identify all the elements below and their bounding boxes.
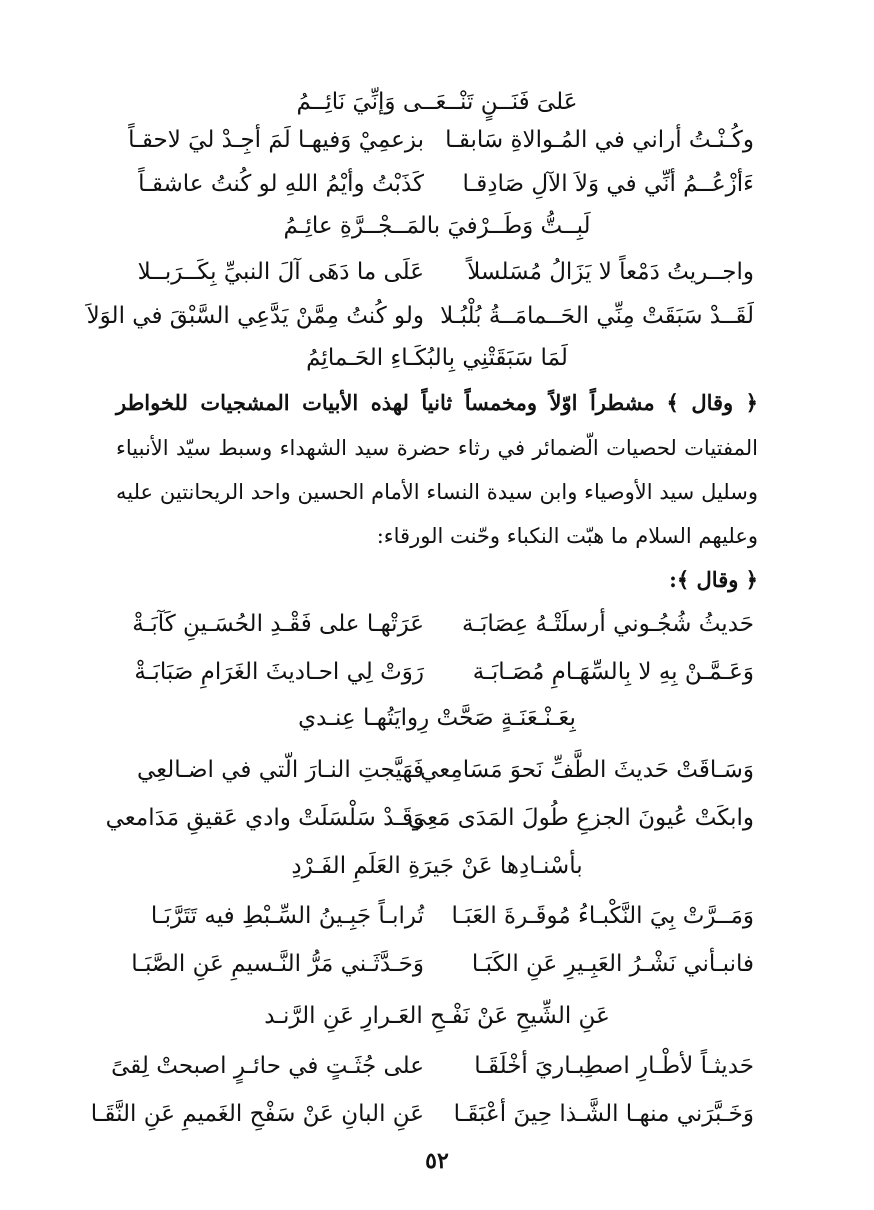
verse-8-second-hemistich: عَرَتْهـا على فَقْـدِ الحُسَـينِ كَآبَـةْ <box>132 611 424 637</box>
verse-6-first-hemistich: لَقَــدْ سَبَقَتْ مِنِّي الحَــمامَــةُ بُلْبُـلا <box>440 303 754 329</box>
poem-line-16: عَنِ الشِّيحِ عَنْ نَفْـحِ العَـرارِ عَنِ الرَّنـد <box>264 1003 610 1029</box>
verse-8-first-hemistich: حَديثُ شُجُـوني أرسلَتْـهُ عِصَابَـة <box>461 611 754 637</box>
page-number: ٥٢ <box>425 1148 449 1174</box>
prose-line-2: المفتيات لحصيات الّضمائر في رثاء حضرة سيد الشهداء وسبط سيّد الأنبياء <box>116 436 758 460</box>
verse-18-first-hemistich: وَخَـبَّرَني منهـا الشَّـذا حِينَ أعْبَقَـا <box>453 1101 754 1127</box>
verse-18-second-hemistich: عَنِ البانِ عَنْ سَفْحِ الغَميمِ عَنِ النَّقَـا <box>90 1101 424 1127</box>
verse-11-second-hemistich: فَهَيَّجتِ النـارَ الّتي في اضـالعِي <box>136 757 424 783</box>
poem-line-10: بِعَـنْـعَنَـةٍ صَحَّتْ رِوايَتُهـا عِنـدي <box>298 705 576 731</box>
verse-17-first-hemistich: حَديثـاً لأطْـارِ اصطِبـاريَ أخْلَقَـا <box>474 1053 754 1079</box>
verse-15-second-hemistich: وَحَـدَّثَـني مَرُّ النَّـسيمِ عَنِ الصَّبَـا <box>131 951 424 977</box>
poem-line-13: بأسْنـادِها عَنْ جَيرَةِ العَلَمِ الفَـرْدِ <box>291 853 583 879</box>
verse-14-second-hemistich: تُرابـاً جَبِـينُ السِّـبْطِ فيه تَتَرَّبَـا <box>150 903 424 929</box>
prose-line-1 <box>116 385 758 421</box>
section-marker: ﴿ وقال ﴾ <box>666 390 758 415</box>
verse-3-first-hemistich: ءَأزْعُــمُ أنِّي في وَلاَ الآلِ صَادِقـا <box>462 171 754 197</box>
verse-14-first-hemistich: وَمَــرَّتْ بِيَ النَّكْبـاءُ مُوقَـرةَ العَبَـا <box>451 903 754 929</box>
verse-5-second-hemistich: عَلَى ما دَهَى آلَ النبيِّ بِكَــرَبــلا <box>137 259 424 285</box>
poem-line-4: لَبِــتُّ وَطَــرْفيَ بالمَــجْــرَّةِ عائِـمُ <box>283 213 591 239</box>
prose-line-4: وعليهم السلام ما هبّت النكباء وحّنت الورقاء: <box>376 524 758 548</box>
verse-6-second-hemistich: ولو كُنتُ مِمَّنْ يَدَّعِي السَّبْقَ في الوَلاَ <box>86 303 424 329</box>
verse-15-first-hemistich: فانبـأني نَشْـرُ العَبِـيرِ عَنِ الكَبَـا <box>471 951 754 977</box>
poem-line-1: عَلىَ فَنَــنٍ تَنْــعَــى وَإنِّيَ نَائِــمُ <box>296 89 578 115</box>
verse-17-second-hemistich: على جُثَـتٍ في حائـرٍ اصبحتْ لِقىً <box>111 1053 424 1079</box>
verse-9-first-hemistich: وَعَـمَّـنْ بِهِ لا بِالسِّهَـامِ مُصَـابَـة <box>472 659 754 685</box>
verse-12-second-hemistich: وَقَـدْ سَلْسَلَتْ وادي عَقيقِ مَدَامعي <box>105 805 424 831</box>
prose-line-3: وسليل سيد الأوصياء وابن سيدة النساء الأمام الحسين واحد الريحانتين عليه <box>116 480 758 504</box>
verse-2-first-hemistich: وكُـنْـتُ أراني في المُـوالاةِ سَابقـا <box>445 127 754 153</box>
verse-12-first-hemistich: وابكَتْ عُيونَ الجزعِ طُولَ المَدَى مَعِي <box>407 805 754 831</box>
verse-3-second-hemistich: كَذَبْتُ وأيْمُ اللهِ لو كُنتُ عاشقـاً <box>138 171 424 197</box>
verse-11-first-hemistich: وَسَـاقَتْ حَديثَ الطَّفِّ نَحوَ مَسَامِعي <box>420 757 754 783</box>
verse-2-second-hemistich: بزعمِيْ وَفيهـا لَمَ أجِـدْ ليَ لاحقـاً <box>128 127 424 153</box>
verse-9-second-hemistich: رَوَتْ لِي احـاديثَ الغَرَامِ صَبَابَـةْ <box>134 659 424 685</box>
section-heading: ﴿ وقال ﴾: <box>669 567 758 592</box>
poem-line-7: لَمَا سَبَقَتْنِي بِالبُكَـاءِ الحَـمائِمُ <box>306 345 568 371</box>
prose-line-1-text: مشطراً اوّلاً ومخمساً ثانياً لهذه الأبيات المشجيات للخواطر <box>116 390 655 415</box>
verse-5-first-hemistich: واجــريتُ دَمْعاً لا يَزَالُ مُسَلسلاً <box>467 259 754 285</box>
